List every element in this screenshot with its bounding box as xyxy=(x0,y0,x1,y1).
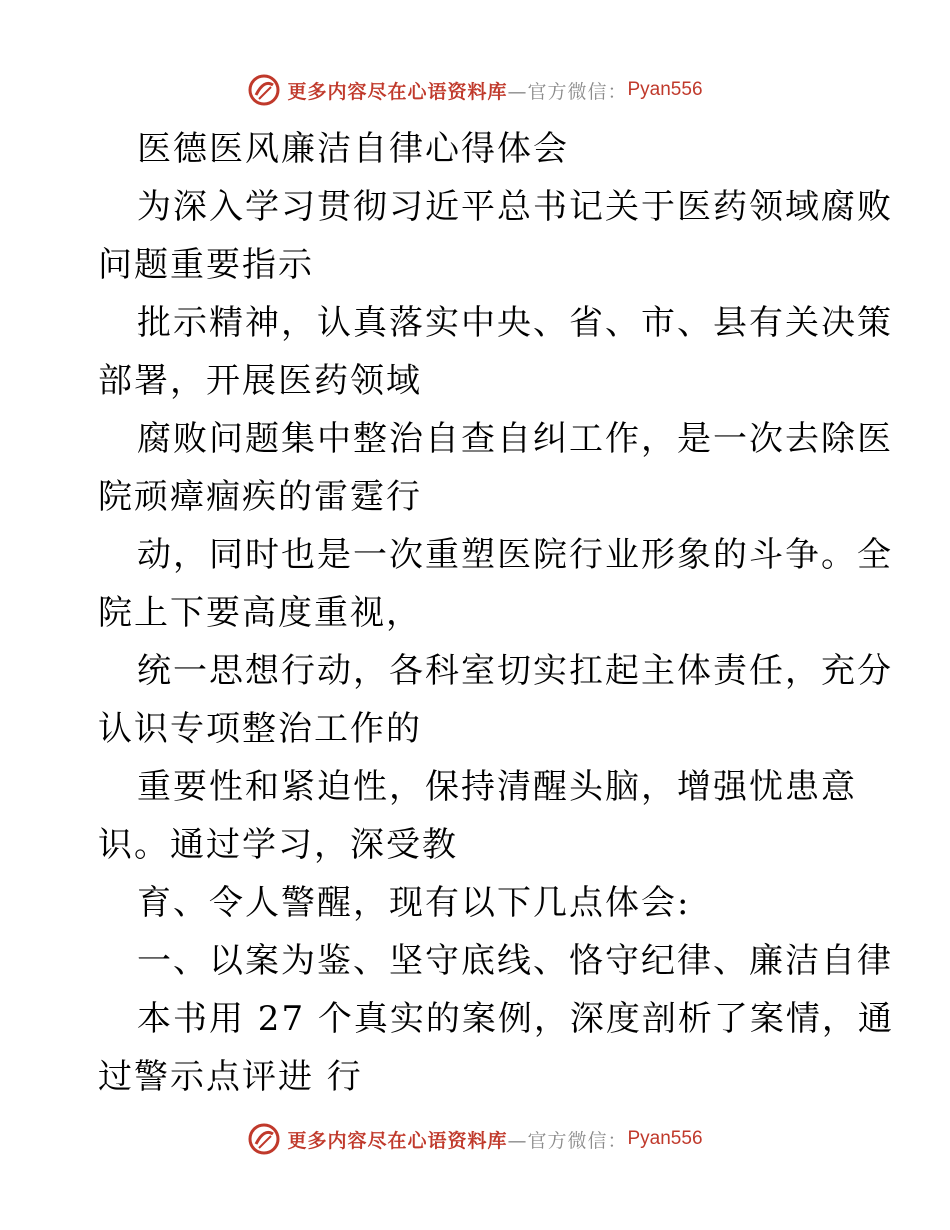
header-wechat-id: Pyan556 xyxy=(627,79,703,100)
document-body xyxy=(98,120,894,1106)
paragraph-line: 院上下要高度重视， xyxy=(98,593,422,633)
paragraph-line: 育、令人警醒，现有以下几点体会: xyxy=(137,883,691,923)
header-separator: —官方微信： xyxy=(507,80,628,103)
paragraph-line: 问题重要指示 xyxy=(98,245,314,285)
paragraph-line: 批示精神，认真落实中央、省、市、县有关决策 xyxy=(137,303,893,343)
paragraph-line: 动，同时也是一次重塑医院行业形象的斗争。全 xyxy=(137,535,893,575)
paragraph-line: 统一思想行动，各科室切实扛起主体责任，充分 xyxy=(137,651,893,691)
document-title: 医德医风廉洁自律心得体会 xyxy=(137,129,569,169)
brand-logo-icon xyxy=(247,73,281,107)
paragraph-line: 重要性和紧迫性，保持清醒头脑，增强忧患意 xyxy=(137,767,857,807)
paragraph-line: 腐败问题集中整治自查自纠工作，是一次去除医 xyxy=(137,419,893,459)
paragraph-line: 本书用 27 个真实的案例，深度剖析了案情，通 xyxy=(137,999,894,1039)
footer-watermark xyxy=(0,1119,950,1159)
footer-wechat-id: Pyan556 xyxy=(627,1128,703,1149)
brand-logo-icon xyxy=(247,1122,281,1156)
footer-separator: —官方微信： xyxy=(507,1129,628,1152)
paragraph-line: 为深入学习贯彻习近平总书记关于医药领域腐败 xyxy=(137,187,893,227)
paragraph-line: 部署，开展医药领域 xyxy=(98,361,422,401)
header-watermark xyxy=(0,70,950,110)
header-site-name: 更多内容尽在心语资料库 xyxy=(287,80,508,103)
paragraph-line: 识。通过学习，深受教 xyxy=(98,825,458,865)
paragraph-line: 院顽瘴痼疾的雷霆行 xyxy=(98,477,422,517)
footer-site-name: 更多内容尽在心语资料库 xyxy=(287,1129,508,1152)
paragraph-line: 认识专项整治工作的 xyxy=(98,709,422,749)
paragraph-line: 过警示点评进 行 xyxy=(98,1057,363,1097)
section-heading: 一、以案为鉴、坚守底线、恪守纪律、廉洁自律 xyxy=(137,941,893,981)
